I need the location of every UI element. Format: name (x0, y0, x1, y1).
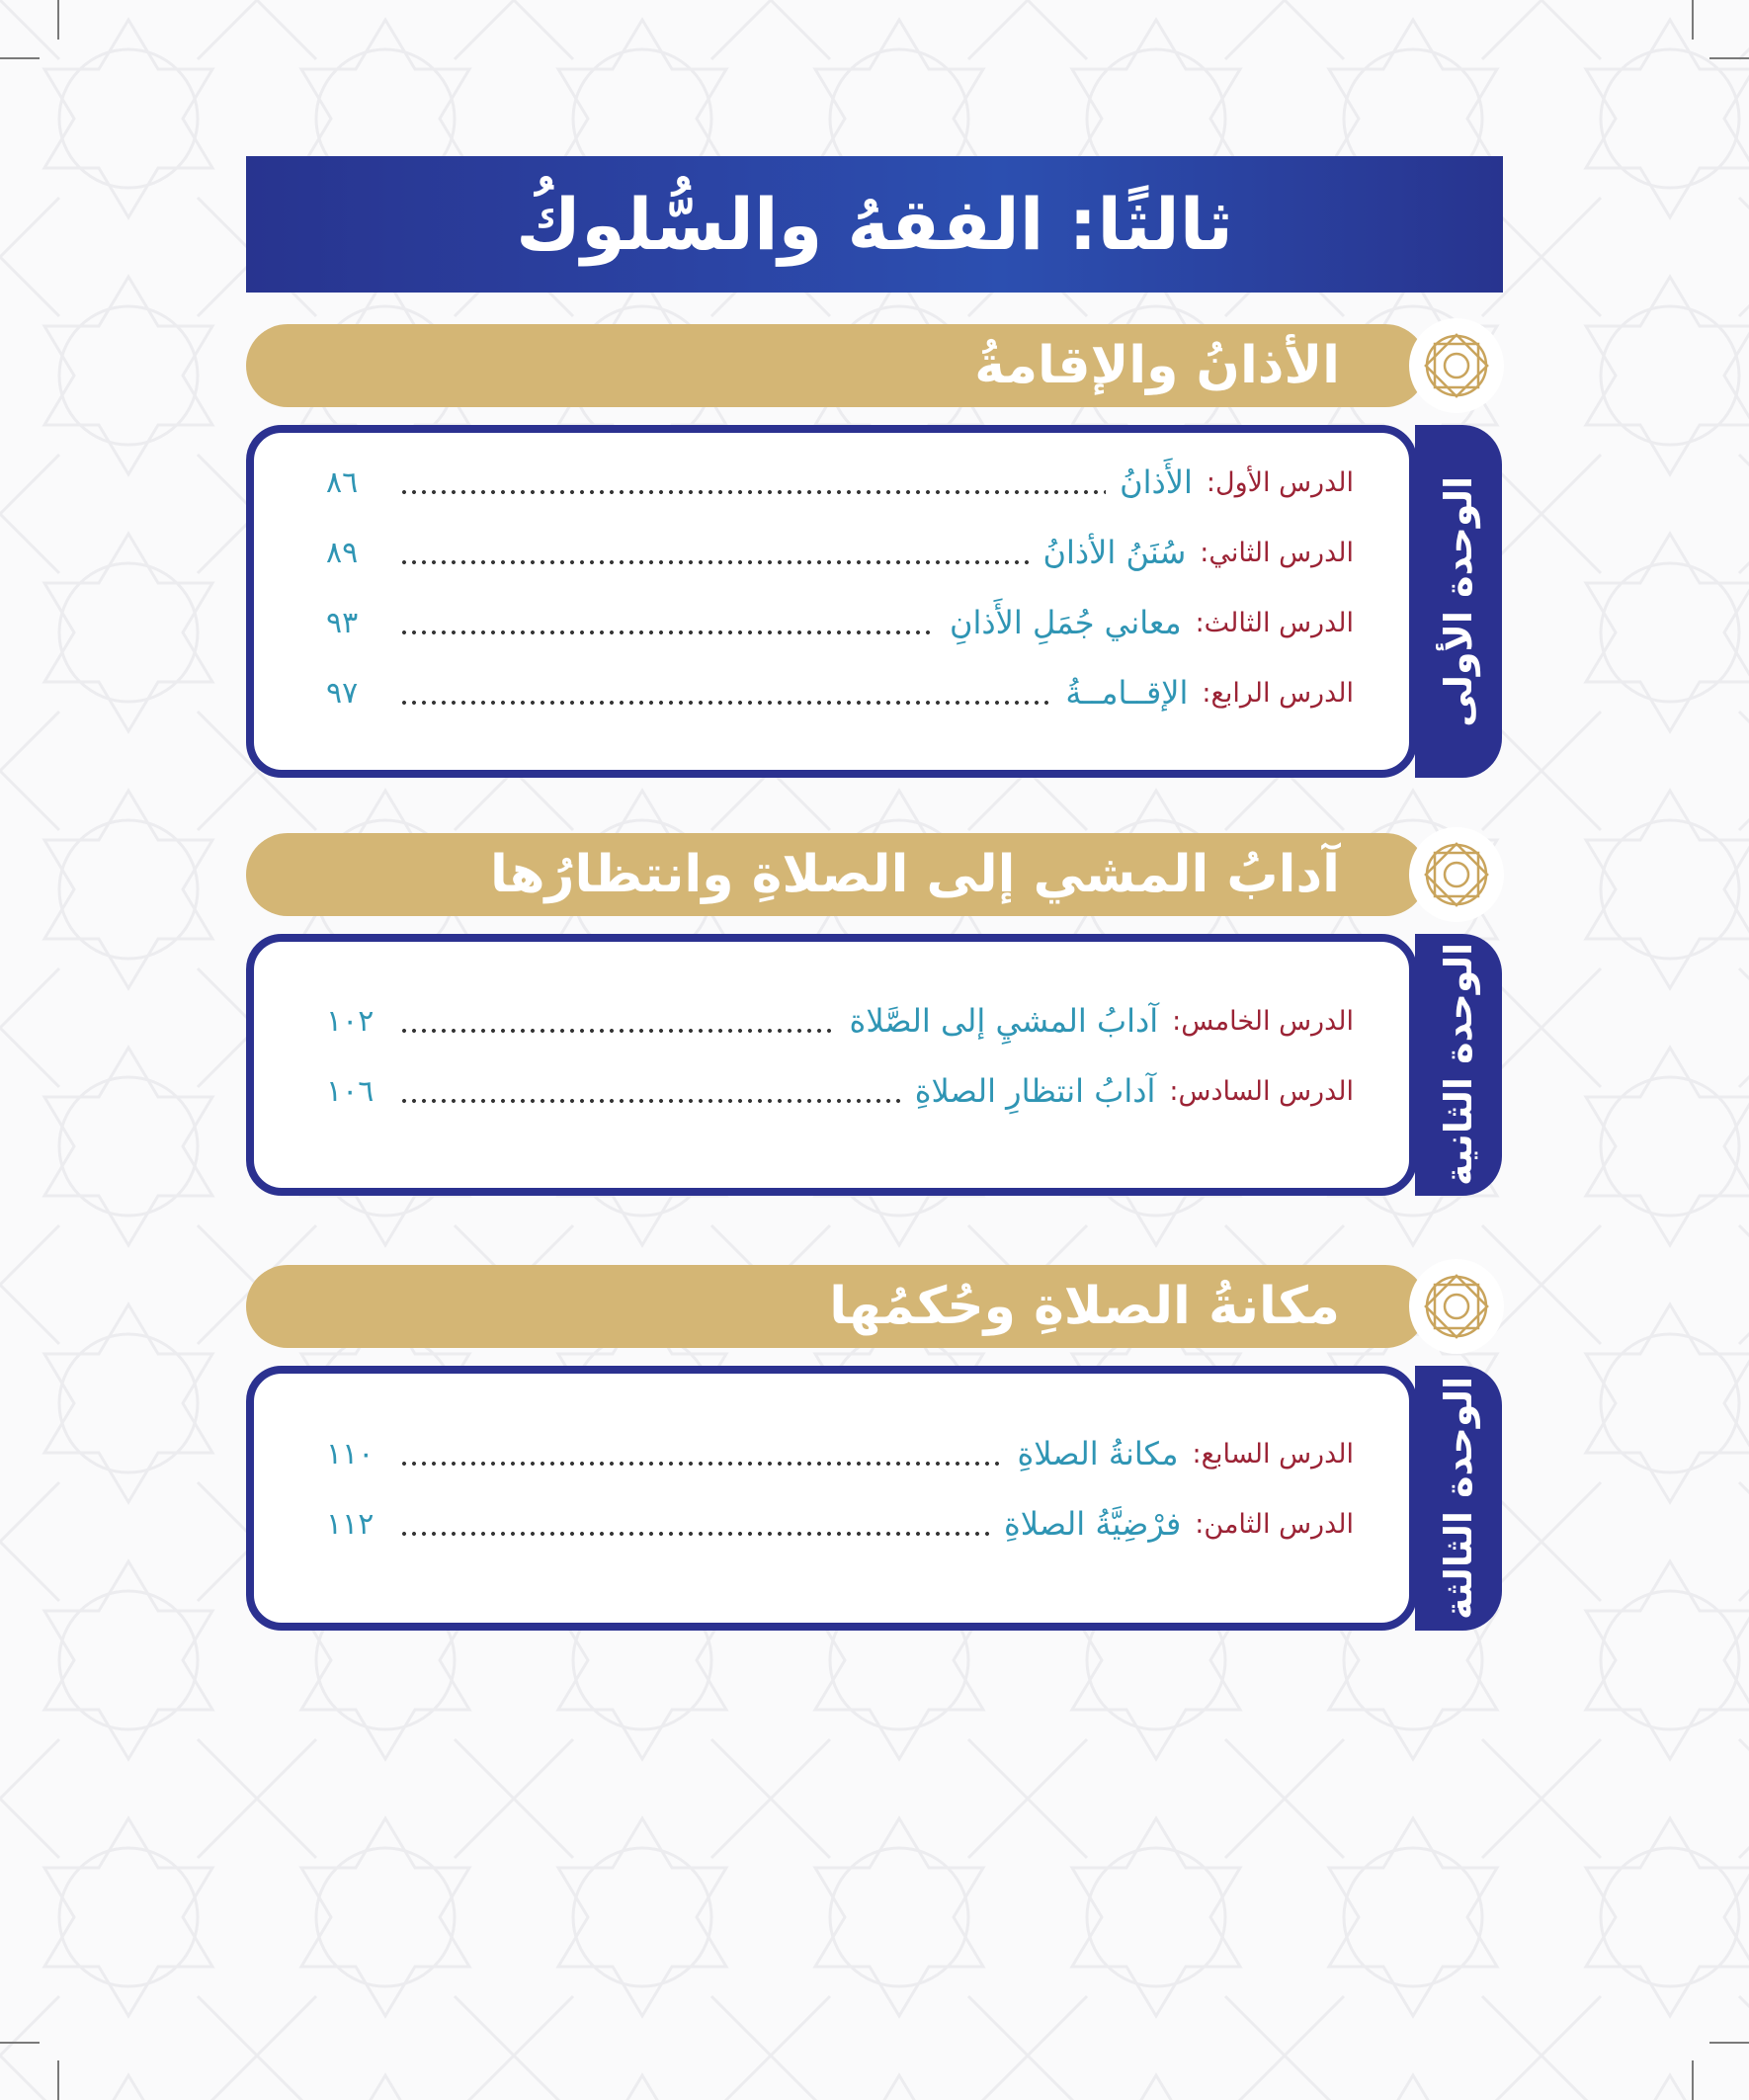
leader-dots (399, 1066, 901, 1116)
crop-mark (1709, 57, 1749, 59)
lesson-page: ١٠٦ (326, 1073, 375, 1109)
lesson-label: الدرس الأول: (1206, 466, 1354, 498)
page-title-banner (246, 156, 1503, 293)
unit-tab (1415, 425, 1502, 778)
rosette-icon (1409, 1259, 1504, 1354)
lesson-title: معاني جُمَلِ الأَذانِ (950, 604, 1182, 641)
leader-dots (399, 996, 836, 1046)
lesson-row[interactable] (326, 668, 1354, 717)
lesson-label: الدرس الثالث: (1195, 607, 1354, 638)
crop-mark (57, 2060, 59, 2100)
lesson-label: الدرس السابع: (1192, 1438, 1354, 1470)
unit-tab (1415, 934, 1502, 1196)
lesson-title: آدابُ المشيِ إلى الصَّلاة (849, 1002, 1159, 1040)
unit-lessons-box (246, 934, 1417, 1196)
rosette-icon (1409, 827, 1504, 922)
lesson-label: الدرس الثاني: (1200, 537, 1354, 568)
unit-title-bar (246, 833, 1427, 916)
crop-mark (1692, 0, 1694, 40)
lesson-title: مكانةُ الصلاةِ (1017, 1435, 1179, 1472)
unit-title: الأذانُ والإقامةُ (974, 336, 1340, 395)
leader-dots (399, 528, 1030, 577)
leader-dots (399, 598, 936, 647)
lesson-page: ٩٣ (326, 605, 359, 640)
lesson-row[interactable] (326, 598, 1354, 647)
lesson-page: ١٠٢ (326, 1003, 375, 1039)
lesson-page: ١١٢ (326, 1506, 375, 1542)
lesson-label: الدرس الخامس: (1172, 1005, 1354, 1037)
unit-tab-label: الوحدة الأولى (1437, 475, 1480, 727)
lesson-row[interactable] (326, 996, 1354, 1046)
page-title: ثالثًا: الفقهُ والسُّلوكُ (516, 183, 1233, 266)
lesson-title: سُنَنُ الأذانُ (1042, 534, 1187, 571)
lesson-page: ١١٠ (326, 1436, 375, 1471)
lesson-row[interactable] (326, 1066, 1354, 1116)
lesson-row[interactable] (326, 1499, 1354, 1549)
unit-tab-label: الوحدة الثالثة (1437, 1376, 1480, 1621)
leader-dots (399, 1429, 1003, 1478)
leader-dots (399, 668, 1051, 717)
unit-title-bar (246, 1265, 1427, 1348)
lesson-row[interactable] (326, 458, 1354, 507)
lesson-label: الدرس الرابع: (1202, 677, 1354, 709)
lesson-page: ٨٦ (326, 464, 359, 500)
unit-title: مكانةُ الصلاةِ وحُكمُها (829, 1277, 1340, 1336)
lesson-label: الدرس السادس: (1169, 1075, 1354, 1107)
lesson-row[interactable] (326, 528, 1354, 577)
crop-mark (57, 0, 59, 40)
lesson-title: الإقــامــةُ (1065, 674, 1189, 712)
lesson-page: ٩٧ (326, 675, 359, 711)
unit-lessons-box (246, 1366, 1417, 1631)
lesson-title: آدابُ انتظارِ الصلاةِ (914, 1072, 1156, 1110)
lesson-title: الأَذانُ (1120, 463, 1193, 501)
crop-mark (0, 57, 40, 59)
unit-title-bar (246, 324, 1427, 407)
crop-mark (1709, 2042, 1749, 2044)
lesson-title: فرْضِيَّةُ الصلاةِ (1003, 1505, 1182, 1543)
unit-tab-label: الوحدة الثانية (1437, 943, 1480, 1187)
lesson-page: ٨٩ (326, 535, 359, 570)
crop-mark (1692, 2060, 1694, 2100)
unit-tab (1415, 1366, 1502, 1631)
unit-title: آدابُ المشي إلى الصلاةِ وانتظارُها (489, 845, 1340, 904)
lesson-label: الدرس الثامن: (1195, 1508, 1354, 1540)
leader-dots (399, 458, 1106, 507)
crop-mark (0, 2042, 40, 2044)
lesson-row[interactable] (326, 1429, 1354, 1478)
leader-dots (399, 1499, 990, 1549)
rosette-icon (1409, 318, 1504, 413)
